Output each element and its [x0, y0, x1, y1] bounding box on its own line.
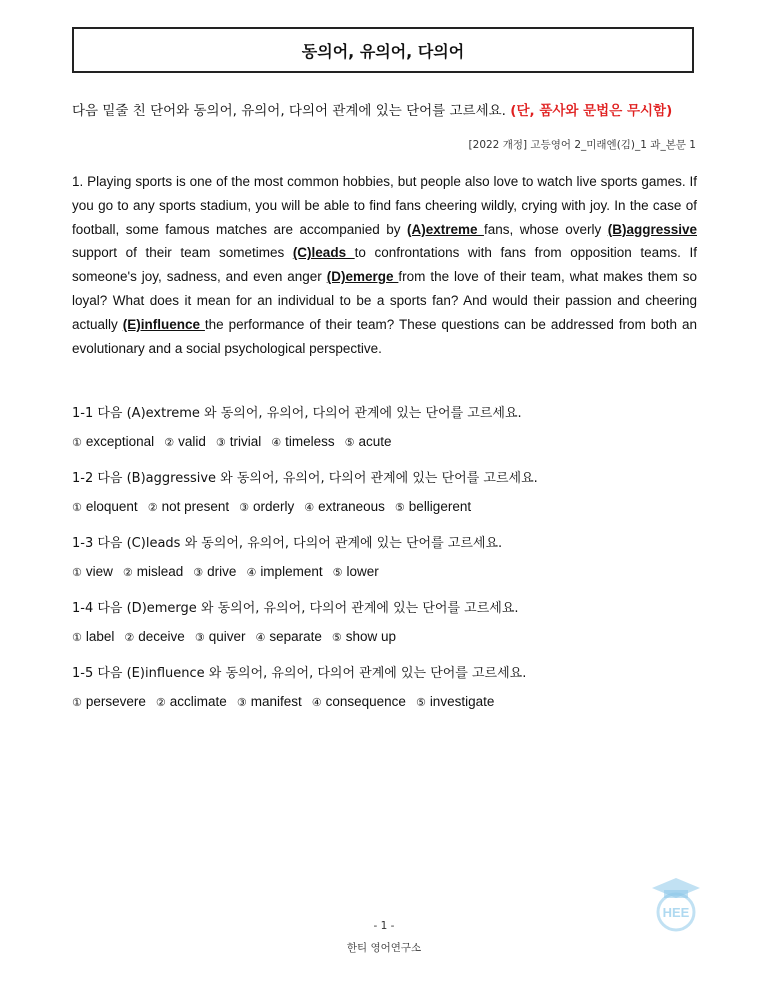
choice-text: extraneous [318, 499, 385, 514]
passage-text: support of their team sometimes [72, 245, 293, 261]
choice-option[interactable] [72, 694, 146, 709]
passage-text: the performance of their team? These questions can be addressed from both an evolutionary and a social psychological perspective. [72, 316, 697, 356]
choice-option[interactable] [416, 694, 494, 709]
choice-option[interactable] [164, 434, 206, 449]
instruction [72, 100, 702, 122]
highlight-b: (B)aggressive [607, 221, 697, 237]
choice-text: timeless [285, 434, 335, 449]
choice-text: exceptional [85, 434, 155, 449]
choice-text: drive [207, 564, 237, 579]
page-number: - 1 - [373, 920, 395, 932]
instruction-text: 다음 밑줄 친 단어와 동의어, 유의어, 다의어 관계에 있는 단어를 고르세요. [72, 103, 506, 119]
highlight-c: (C)leads [292, 245, 355, 261]
choice-number: ① [72, 436, 82, 449]
choice-option[interactable] [124, 629, 184, 644]
passage-text: to confrontations with fans from opposition teams. If someone's joy, sadness, and even anger [72, 245, 697, 285]
reading-passage [72, 170, 697, 360]
page-title-text: 동의어, 유의어, 다의어 [301, 41, 465, 61]
choice-option[interactable] [239, 499, 294, 514]
choice-option[interactable] [312, 694, 406, 709]
hee-logo [650, 876, 702, 932]
choice-list [72, 693, 526, 712]
choice-text: lower [346, 564, 379, 579]
choice-option[interactable] [216, 434, 261, 449]
choice-option[interactable] [72, 499, 138, 514]
choice-text: not present [161, 499, 230, 514]
question-item [72, 664, 526, 712]
choice-number: ③ [193, 566, 204, 579]
choice-text: acute [358, 434, 392, 449]
choice-option[interactable] [72, 434, 154, 449]
highlight-e: (E)influence [122, 316, 205, 332]
choice-text: mislead [136, 564, 184, 579]
choice-text: manifest [250, 694, 302, 709]
choice-option[interactable] [72, 564, 113, 579]
choice-text: label [85, 629, 115, 644]
choice-text: view [85, 564, 113, 579]
choice-number: ② [164, 436, 175, 449]
question-item [72, 469, 538, 517]
question-stem: 1-3 다음 (C)leads 와 동의어, 유의어, 다의어 관계에 있는 단어를 고르세요. [72, 536, 503, 551]
choice-option[interactable] [72, 629, 114, 644]
footer-org: 한티 영어연구소 [346, 942, 422, 954]
highlight-d: (D)emerge [326, 269, 399, 285]
choice-text: orderly [252, 499, 295, 514]
choice-option[interactable] [156, 694, 227, 709]
choice-text: investigate [429, 694, 495, 709]
choice-list [72, 628, 519, 647]
choice-text: deceive [138, 629, 185, 644]
choice-number: ② [147, 501, 158, 514]
question-item [72, 599, 519, 647]
choice-number: ④ [304, 501, 315, 514]
choice-list [72, 498, 538, 517]
choice-text: acclimate [169, 694, 227, 709]
choice-text: quiver [208, 629, 246, 644]
page-title [72, 27, 694, 73]
choice-text: show up [345, 629, 397, 644]
choice-text: eloquent [85, 499, 138, 514]
choice-number: ③ [236, 696, 247, 709]
choice-option[interactable] [395, 499, 471, 514]
choice-number: ⑤ [394, 501, 405, 514]
choice-number: ④ [246, 566, 257, 579]
choice-list [72, 563, 502, 582]
question-stem: 1-5 다음 (E)influence 와 동의어, 유의어, 다의어 관계에 있는 단어를 고르세요. [72, 666, 527, 681]
logo-text: HEE [662, 905, 690, 920]
choice-text: belligerent [408, 499, 472, 514]
choice-number: ③ [239, 501, 249, 514]
choice-number: ④ [255, 631, 266, 644]
choice-number: ② [122, 566, 133, 579]
question-item [72, 534, 502, 582]
choice-text: trivial [229, 434, 262, 449]
choice-option[interactable] [255, 629, 321, 644]
choice-number: ⑤ [415, 696, 426, 709]
choice-option[interactable] [304, 499, 385, 514]
choice-text: persevere [85, 694, 146, 709]
choice-option[interactable] [345, 434, 392, 449]
choice-number: ① [72, 631, 82, 644]
choice-number: ⑤ [331, 631, 342, 644]
graduation-cap-icon [650, 876, 702, 932]
choice-number: ② [155, 696, 166, 709]
passage-text: 1. Playing sports is one of the most common hobbies, but people also love to watch live sports games. If you go to any sports stadium, you will be able to find fans cheering wildly, crying with joy. In the case of football, some famous matches are accompanied by [72, 174, 697, 237]
choice-text: consequence [325, 694, 406, 709]
choice-number: ④ [271, 436, 282, 449]
choice-number: ② [124, 631, 135, 644]
choice-number: ⑤ [344, 436, 355, 449]
choice-option[interactable] [195, 629, 246, 644]
question-item [72, 404, 522, 452]
question-stem: 1-1 다음 (A)extreme 와 동의어, 유의어, 다의어 관계에 있는 단어를 고르세요. [72, 406, 522, 421]
highlight-a: (A)extreme [406, 221, 484, 237]
choice-option[interactable] [333, 564, 379, 579]
choice-option[interactable] [148, 499, 229, 514]
passage-text: from the love of their team, what makes them so loyal? What does it mean for an individual to be a sports fan? And would their passion and cheering actually [72, 269, 697, 332]
choice-number: ① [72, 501, 82, 514]
choice-option[interactable] [193, 564, 236, 579]
choice-number: ③ [194, 631, 205, 644]
question-stem: 1-2 다음 (B)aggressive 와 동의어, 유의어, 다의어 관계에 있는 단어를 고르세요. [72, 471, 538, 486]
choice-option[interactable] [332, 629, 396, 644]
choice-number: ④ [311, 696, 322, 709]
choice-text: implement [260, 564, 323, 579]
instruction-note: (단, 품사와 문법은 무시함) [510, 103, 673, 119]
choice-text: separate [269, 629, 322, 644]
choice-option[interactable] [246, 564, 322, 579]
choice-option[interactable] [237, 694, 302, 709]
passage-text: fans, whose overly [483, 221, 608, 237]
choice-number: ① [72, 566, 82, 579]
question-stem: 1-4 다음 (D)emerge 와 동의어, 유의어, 다의어 관계에 있는 단어를 고르세요. [72, 601, 519, 616]
choice-number: ③ [215, 436, 226, 449]
choice-number: ⑤ [332, 566, 343, 579]
source-reference: [2022 개정] 고등영어 2_미래엔(김)_1 과_본문 1 [468, 139, 696, 151]
choice-text: valid [178, 434, 206, 449]
choice-option[interactable] [271, 434, 334, 449]
choice-option[interactable] [123, 564, 183, 579]
choice-number: ① [72, 696, 82, 709]
choice-list [72, 433, 522, 452]
